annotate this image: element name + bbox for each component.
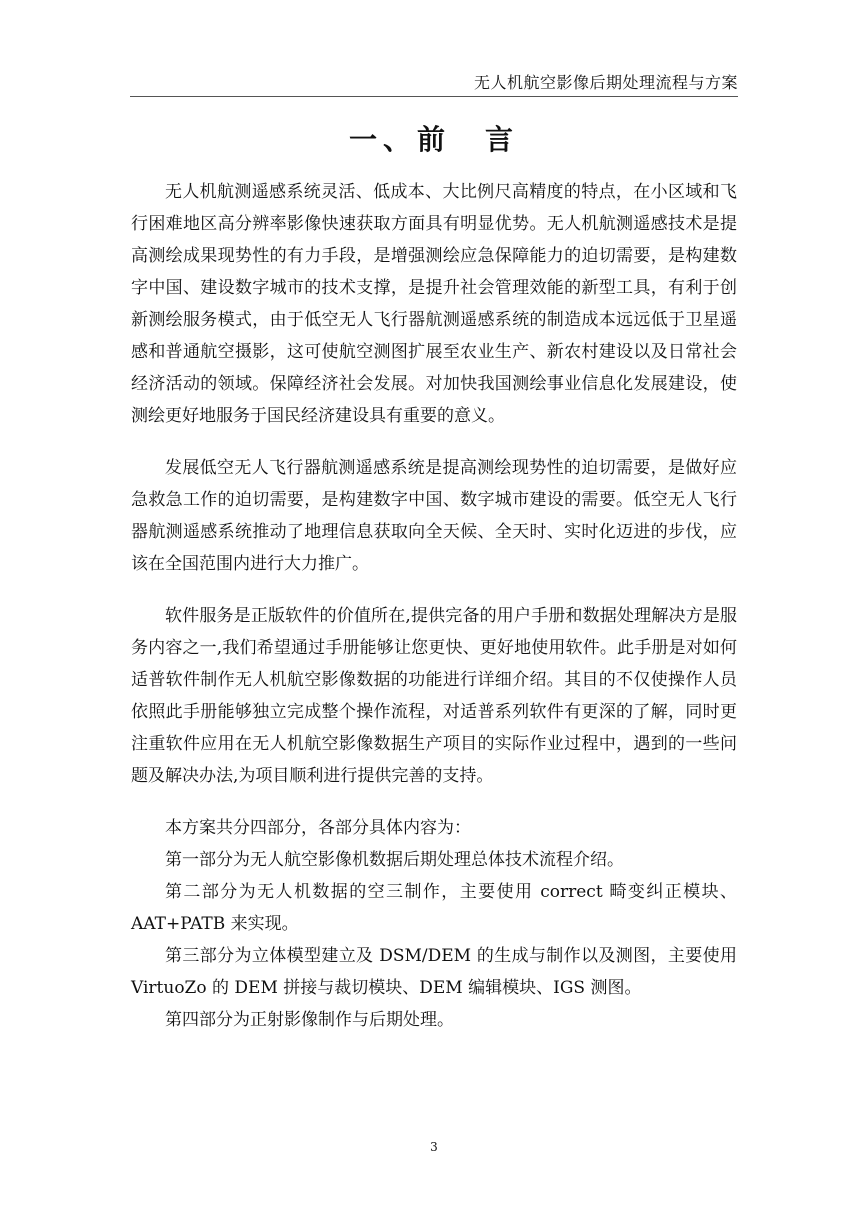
paragraph-3: 软件服务是正版软件的价值所在,提供完备的用户手册和数据处理解决方是服务内容之一,我们希望通过手册能够让您更快、更好地使用软件。此手册是对如何适普软件制作无人机航空影像数据的功能进行详细介绍。其目的不仅使操作人员依照此手册能够独立完成整个操作流程，对适普系列软件有更深的了解，同时更注重软件应用在无人机航空影像数据生产项目的实际作业过程中，遇到的一些问题及解决办法,为项目顺利进行提供完善的支持。	[131, 606, 737, 786]
outline-part-4: 第四部分为正射影像制作与后期处理。	[165, 1010, 454, 1030]
paragraph-2: 发展低空无人飞行器航测遥感系统是提高测绘现势性的迫切需要，是做好应急救急工作的迫切需要，是构建数字中国、数字城市建设的需要。低空无人飞行器航测遥感系统推动了地理信息获取向全天候、全天时、实时化迈进的步伐，应该在全国范围内进行大力推广。	[131, 458, 737, 574]
outline-intro: 本方案共分四部分，各部分具体内容为：	[165, 818, 471, 838]
outline-part-3: 第三部分为立体模型建立及 DSM/DEM 的生成与制作以及测图，主要使用 VirtuoZo 的 DEM 拼接与裁切模块、DEM 编辑模块、IGS 测图。	[131, 946, 737, 998]
document-body	[131, 176, 737, 1036]
page-number: 3	[430, 1140, 438, 1154]
paragraph-1: 无人机航测遥感系统灵活、低成本、大比例尺高精度的特点，在小区域和飞行困难地区高分辨率影像快速获取方面具有明显优势。无人机航测遥感技术是提高测绘成果现势性的有力手段，是增强测绘应急保障能力的迫切需要，是构建数字中国、建设数字城市的技术支撑，是提升社会管理效能的新型工具，有利于创新测绘服务模式，由于低空无人飞行器航测遥感系统的制造成本远远低于卫星遥感和普通航空摄影，这可使航空测图扩展至农业生产、新农村建设以及日常社会经济活动的领域。保障经济社会发展。对加快我国测绘事业信息化发展建设，使测绘更好地服务于国民经济建设具有重要的意义。	[131, 182, 737, 426]
running-header: 无人机航空影像后期处理流程与方案	[473, 73, 738, 92]
outline-part-1: 第一部分为无人航空影像机数据后期处理总体技术流程介绍。	[165, 850, 624, 870]
header-divider	[130, 96, 738, 97]
section-title: 一、前 言	[348, 123, 519, 156]
outline-part-2: 第二部分为无人机数据的空三制作，主要使用 correct 畸变纠正模块、AAT+PATB 来实现。	[131, 882, 737, 934]
